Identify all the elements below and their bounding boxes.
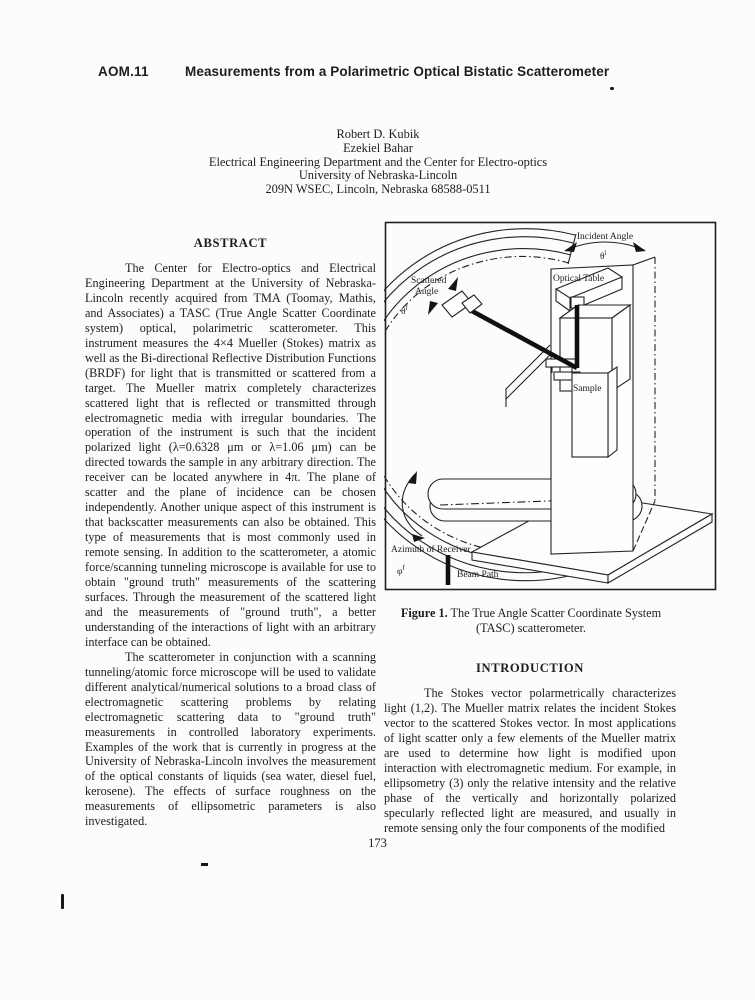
author-address: 209N WSEC, Lincoln, Nebraska 68588-0511 [265, 182, 491, 197]
author-name: Robert D. Kubik [336, 127, 420, 141]
scattered-angle-label-line1: Scattered [411, 276, 447, 286]
sample-label: Sample [573, 384, 602, 394]
figure-1-diagram [384, 221, 718, 592]
figure-caption-text2: (TASC) scatterometer. [476, 620, 586, 635]
figure-caption-number: Figure 1. [400, 606, 448, 620]
scattered-angle-label-line2: Angle [415, 287, 439, 297]
beam-path-label: Beam Path [457, 570, 499, 580]
phi-f-label: $\varphi^f$ [397, 564, 405, 577]
abstract-paragraph-2: The scatterometer in conjunction with a scanning tunneling/atomic force microscope will be used to validate different analytical/numerical solutions to a broad class of electromagnetic scattering problems by relating electromagnetic scattering data to "ground truth" measurements in controlled laboratory experiments. Examples of the work that is currently in progress at the University of Nebraska-Lincoln involves the measurement of the optical constants of liquids (sea water, diesel fuel, kerosene). The effects of surface roughness on the measurements of ellipsometric parameters is also investigated. [85, 649, 376, 829]
author-affiliation: Electrical Engineering Department and the Center for Electro-optics [208, 154, 548, 169]
scan-artifact-dot [610, 87, 614, 90]
abstract-paragraph-1: The Center for Electro-optics and Electrical Engineering Department at the University of Nebraska-Lincoln recently acquired from TMA (Toomay, Mathis, and Associates) a TASC (True Angle Scatter Coordinate system) optical, polarimetric scatterometer. This instrument measures the 4×4 Mueller (Stokes) matrix as well as the Bi-directional Reflective Distribution Functions (BRDF) for light that is transmitted or scattered from a target. The Mueller matrix completely characterizes scattered light that is reflected or transmitted through electromagnetic media with irregular boundaries. The operation of the instrument is such that the incident polarized light (λ=0.6328 μm or λ=1.06 μm) can be directed towards the sample in any arbitrary direction. The receiver can be located anywhere in 4π. The plane of scatter and the plane of incidence can be chosen independently. Another unique aspect of this instrument is that backscatter measurements can also be obtained. This type of measurements that is most commonly used in remote sensing. In addition to the scatterometer, a atomic force/scanning tunneling microscope is available for use to obtain "ground truth" measurements of the scattering surfaces. Through the measurement of the scattered light and the measurements of "ground truth", a better understanding of the interactions of light with an arbitrary interface can be obtained. [85, 261, 376, 649]
tasc-scatterometer-figure [384, 221, 718, 592]
angled-shelf [506, 345, 550, 407]
author-block [128, 128, 628, 197]
scan-artifact-dash [201, 863, 208, 866]
page-title: Measurements from a Polarimetric Optical Bistatic Scatterometer [185, 64, 610, 79]
paper-id: AOM.11 [98, 64, 149, 79]
introduction-heading: INTRODUCTION [476, 661, 584, 675]
introduction-paragraph-1: The Stokes vector polarmetrically characterizes light (1,2). The Mueller matrix relates the incident Stokes vector to the scattered Stokes vector. In most applications of light scatter only a few elements of the Mueller matrix are used to determine how light is modified upon interaction with electromagnetic medium. For example, in ellipsometry (3) only the relative intensity and the relative phase of the vertically and horizontally polarized specularly reflected light are measured, and usually in remote sensing only the four components of the modified [384, 686, 676, 835]
pedestal-column [572, 367, 617, 457]
azimuth-of-receiver-label: Azimuth of Receiver [391, 545, 471, 555]
abstract-heading: ABSTRACT [193, 236, 268, 250]
scan-artifact-mark [61, 894, 64, 909]
figure-caption-text: The True Angle Scatter Coordinate System [450, 606, 662, 620]
page-number: 173 [368, 836, 387, 850]
optical-table-label: Optical Table [553, 274, 605, 284]
azimuth-arrow [402, 471, 425, 542]
incident-angle-label: Incident Angle [576, 232, 634, 242]
author-affiliation: University of Nebraska-Lincoln [298, 168, 458, 183]
figure-caption [390, 606, 672, 635]
theta-i-label: $\theta^i$ [600, 249, 607, 262]
author-name: Ezekiel Bahar [343, 140, 413, 155]
theta-f-label: $\theta^f$ [401, 304, 408, 317]
abstract-column [85, 236, 376, 829]
